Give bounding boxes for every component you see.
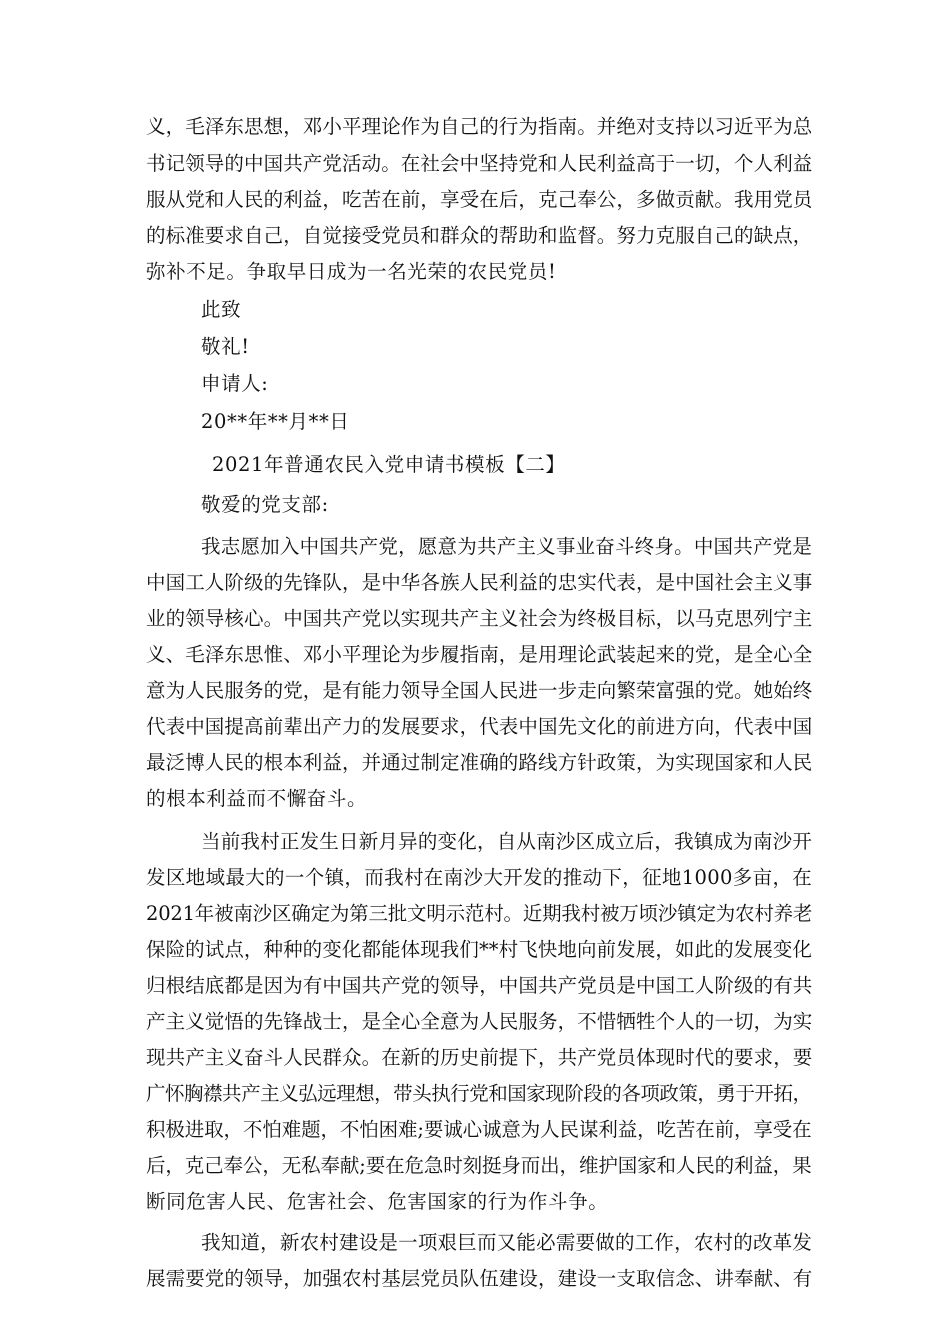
text-line: 发区地域最大的一个镇，而我村在南沙大开发的推动下，征地1000多亩，在 xyxy=(146,866,813,889)
text-line: 最泛博人民的根本利益，并通过制定准确的路线方针政策，为实现国家和人民 xyxy=(146,751,813,774)
closing-regards: 敬礼! xyxy=(201,335,250,358)
text-line: 义、毛泽东思惟、邓小平理论为步履指南，是用理论武装起来的党，是全心全 xyxy=(146,643,813,666)
applicant-label: 申请人: xyxy=(201,372,269,395)
greeting: 敬爱的党支部: xyxy=(201,493,329,516)
text-line: 产主义觉悟的先锋战士，是全心全意为人民服务，不惜牺牲个人的一切，为实 xyxy=(146,1010,813,1033)
text-line: 服从党和人民的利益，吃苦在前，享受在后，克己奉公，多做贡献。我用党员 xyxy=(146,188,813,211)
closing-salutation: 此致 xyxy=(201,298,242,321)
text-line: 业的领导核心。中国共产党以实现共产主义社会为终极目标，以马克思列宁主 xyxy=(146,607,813,630)
date-line: 20**年**月**日 xyxy=(201,410,350,433)
section-title: 2021年普通农民入党申请书模板【二】 xyxy=(212,453,566,476)
text-line: 意为人民服务的党，是有能力领导全国人民进一步走向繁荣富强的党。她始终 xyxy=(146,679,813,702)
text-line: 后，克己奉公，无私奉献;要在危急时刻挺身而出，维护国家和人民的利益，果 xyxy=(146,1154,812,1177)
text-line: 积极进取，不怕难题，不怕困难;要诚心诚意为人民谋利益，吃苦在前，享受在 xyxy=(146,1118,812,1141)
text-line: 展需要党的领导，加强农村基层党员队伍建设，建设一支取信念、讲奉献、有 xyxy=(146,1267,813,1290)
text-line: 代表中国提高前辈出产力的发展要求，代表中国先文化的前进方向，代表中国 xyxy=(146,715,813,738)
text-line: 的标准要求自己，自觉接受党员和群众的帮助和监督。努力克服自己的缺点， xyxy=(146,224,813,247)
text-line: 当前我村正发生日新月异的变化，自从南沙区成立后，我镇成为南沙开 xyxy=(201,830,813,853)
text-line: 义，毛泽东思想，邓小平理论作为自己的行为指南。并绝对支持以习近平为总 xyxy=(146,115,813,138)
text-line: 我知道，新农村建设是一项艰巨而又能必需要做的工作，农村的改革发 xyxy=(201,1231,813,1254)
text-line: 2021年被南沙区确定为第三批文明示范村。近期我村被万顷沙镇定为农村养老 xyxy=(146,902,813,925)
text-line: 现共产主义奋斗人民群众。在新的历史前提下，共产党员体现时代的要求，要 xyxy=(146,1046,813,1069)
text-line: 的根本利益而不懈奋斗。 xyxy=(146,787,368,810)
text-line: 我志愿加入中国共产党，愿意为共产主义事业奋斗终身。中国共产党是 xyxy=(201,535,813,558)
text-line: 书记领导的中国共产党活动。在社会中坚持党和人民利益高于一切，个人利益 xyxy=(146,152,813,175)
text-line: 弥补不足。争取早日成为一名光荣的农民党员! xyxy=(146,260,557,283)
text-line: 保险的试点，种种的变化都能体现我们**村飞快地向前发展，如此的发展变化 xyxy=(146,938,813,961)
text-line: 中国工人阶级的先锋队，是中华各族人民利益的忠实代表，是中国社会主义事 xyxy=(146,571,813,594)
text-line: 广怀胸襟共产主义弘远理想，带头执行党和国家现阶段的各项政策，勇于开拓， xyxy=(146,1082,812,1105)
text-line: 归根结底都是因为有中国共产党的领导，中国共产党员是中国工人阶级的有共 xyxy=(146,974,813,997)
text-line: 断同危害人民、危害社会、危害国家的行为作斗争。 xyxy=(146,1190,609,1213)
